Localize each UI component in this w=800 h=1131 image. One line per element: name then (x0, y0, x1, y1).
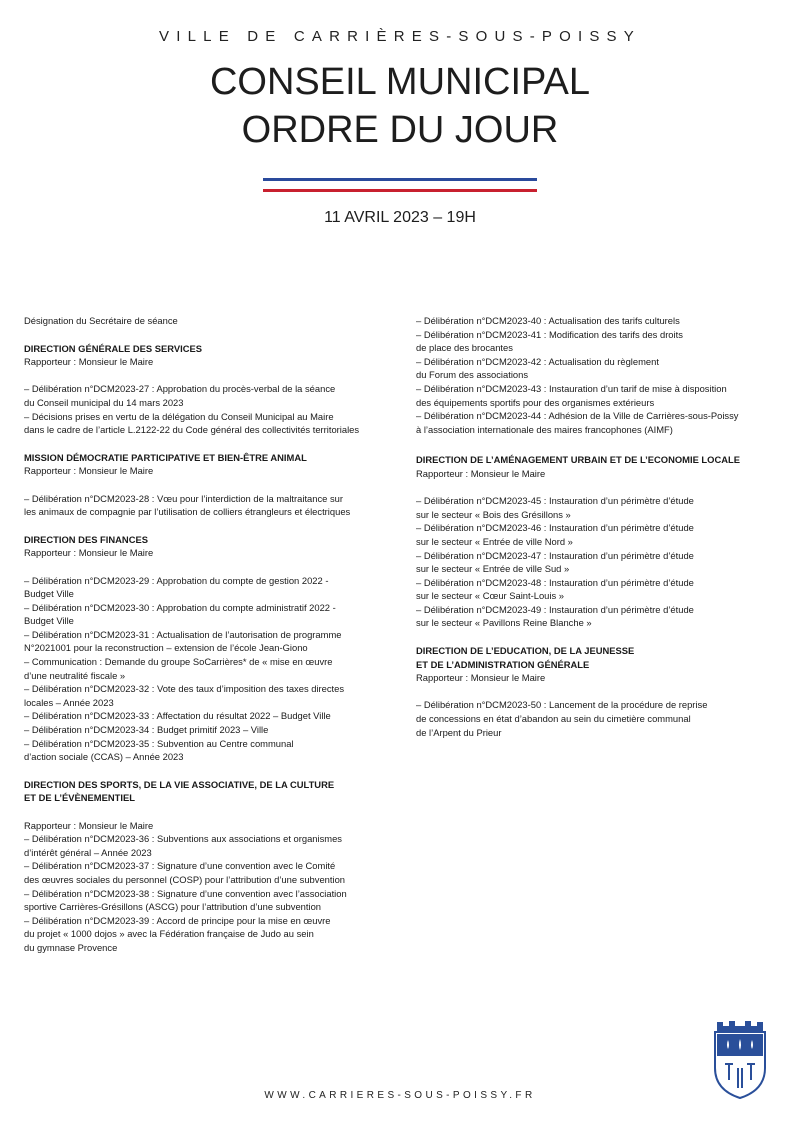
agenda-item: – Délibération n°DCM2023-49 : Instauration d’un périmètre d’étude (416, 603, 694, 615)
agenda-item: – Délibération n°DCM2023-29 : Approbation du compte de gestion 2022 - (24, 574, 329, 586)
agenda-item: Budget Ville (24, 615, 74, 627)
spacer (416, 481, 776, 495)
agenda-item: – Délibération n°DCM2023-30 : Approbation du compte administratif 2022 - (24, 601, 336, 613)
agenda-item: Rapporteur : Monsieur le Maire (24, 819, 154, 831)
agenda-item: de place des brocantes (416, 342, 513, 354)
rapporteur-line: Rapporteur : Monsieur le Maire (416, 672, 546, 684)
agenda-item: – Délibération n°DCM2023-47 : Instauration d’un périmètre d’étude (416, 549, 694, 561)
agenda-item: du projet « 1000 dojos » avec la Fédération française de Judo au sein (24, 928, 314, 940)
rapporteur-line: Rapporteur : Monsieur le Maire (416, 467, 546, 479)
agenda-item: du gymnase Provence (24, 941, 118, 953)
agenda-item: – Décisions prises en vertu de la délégation du Conseil Municipal au Maire (24, 410, 334, 422)
agenda-item: sur le secteur « Entrée de ville Nord » (416, 535, 573, 547)
agenda-item: à l’association internationale des maires francophones (AIMF) (416, 423, 673, 435)
agenda-item: sportive Carrières-Grésillons (ASCG) pour l’attribution d’une subvention (24, 901, 322, 913)
agenda-item: – Délibération n°DCM2023-43 : Instauration d’un tarif de mise à disposition (416, 382, 727, 394)
meeting-date: 11 AVRIL 2023 – 19H (324, 209, 476, 226)
agenda-item: des œuvres sociales du personnel (COSP) pour l’attribution d’une subvention (24, 873, 346, 885)
right-column (416, 314, 776, 739)
agenda-section (24, 533, 394, 764)
agenda-item: – Délibération n°DCM2023-34 : Budget primitif 2023 – Ville (24, 724, 269, 736)
agenda-item: sur le secteur « Bois des Grésillons » (416, 508, 571, 520)
page-title (0, 58, 800, 154)
spacer (416, 685, 776, 699)
agenda-item: de concessions en état d’abandon au sein du cimetière communal (416, 713, 691, 725)
agenda-item: sur le secteur « Cœur Saint-Louis » (416, 590, 564, 602)
agenda-item: – Délibération n°DCM2023-27 : Approbation du procès-verbal de la séance (24, 383, 336, 395)
agenda-item: du Conseil municipal du 14 mars 2023 (24, 396, 184, 408)
agenda-item: d’une neutralité fiscale » (24, 669, 126, 681)
spacer (24, 369, 394, 383)
rapporteur-line: Rapporteur : Monsieur le Maire (24, 547, 154, 559)
flag-red-bar (263, 189, 537, 192)
section-heading: DIRECTION DES FINANCES (24, 533, 148, 545)
agenda-item: sur le secteur « Pavillons Reine Blanche » (416, 617, 592, 629)
agenda-item: du Forum des associations (416, 369, 529, 381)
agenda-item: – Délibération n°DCM2023-31 : Actualisation de l’autorisation de programme (24, 628, 342, 640)
agenda-item: – Délibération n°DCM2023-37 : Signature d’une convention avec le Comité (24, 860, 336, 872)
agenda-item: d’action sociale (CCAS) – Année 2023 (24, 751, 184, 763)
agenda-item: les animaux de compagnie par l’utilisation de colliers étrangleurs et électriques (24, 506, 351, 518)
agenda-item: – Délibération n°DCM2023-33 : Affectation du résultat 2022 – Budget Ville (24, 710, 331, 722)
agenda-item: – Délibération n°DCM2023-28 : Vœu pour l’interdiction de la maltraitance sur (24, 492, 344, 504)
spacer (24, 805, 394, 819)
flag-blue-bar (263, 178, 537, 181)
section-heading: DIRECTION GÉNÉRALE DES SERVICES (24, 342, 202, 354)
rapporteur-line: Rapporteur : Monsieur le Maire (24, 465, 154, 477)
agenda-intro: Désignation du Secrétaire de séance (24, 315, 178, 326)
agenda-section (24, 451, 394, 519)
agenda-item: locales – Année 2023 (24, 696, 114, 708)
title-line-2: ORDRE DU JOUR (241, 109, 559, 151)
rapporteur-line: Rapporteur : Monsieur le Maire (24, 356, 154, 368)
agenda-item: – Délibération n°DCM2023-39 : Accord de principe pour la mise en œuvre (24, 914, 331, 926)
agenda-section (24, 342, 394, 437)
agenda-item: sur le secteur « Entrée de ville Sud » (416, 563, 570, 575)
agenda-item: – Délibération n°DCM2023-35 : Subvention au Centre communal (24, 737, 294, 749)
section-heading: ET DE L’ÉVÈNEMENTIEL (24, 792, 135, 804)
agenda-section (416, 644, 776, 739)
agenda-item: – Délibération n°DCM2023-38 : Signature d’une convention avec l’association (24, 887, 347, 899)
right-intro-list (416, 314, 776, 436)
agenda-item: dans le cadre de l’article L.2122-22 du Code général des collectivités territoriales (24, 424, 360, 436)
agenda-item: – Délibération n°DCM2023-42 : Actualisation du règlement (416, 355, 659, 367)
section-heading: DIRECTION DE L’EDUCATION, DE LA JEUNESSE (416, 645, 635, 657)
agenda-item: – Communication : Demande du groupe SoCarrières* de « mise en œuvre (24, 656, 333, 668)
section-heading: DIRECTION DES SPORTS, DE LA VIE ASSOCIATIVE, DE LA CULTURE (24, 778, 335, 790)
left-column (24, 314, 394, 955)
agenda-item: – Délibération n°DCM2023-46 : Instauration d’un périmètre d’étude (416, 522, 694, 534)
agenda-section (24, 778, 394, 955)
agenda-item: – Délibération n°DCM2023-36 : Subventions aux associations et organismes (24, 833, 342, 845)
agenda-item: – Délibération n°DCM2023-44 : Adhésion de la Ville de Carrières-sous-Poissy (416, 410, 739, 422)
agenda-item: – Délibération n°DCM2023-32 : Vote des taux d’imposition des taxes directes (24, 683, 345, 695)
agenda-section (416, 453, 776, 630)
agenda-item: N°2021001 pour la reconstruction – extension de l’école Jean-Giono (24, 642, 308, 654)
agenda-item: Budget Ville (24, 588, 74, 600)
title-line-1: CONSEIL MUNICIPAL (209, 61, 591, 103)
agenda-item: de l’Arpent du Prieur (416, 726, 502, 738)
website-url: WWW.CARRIERES-SOUS-POISSY.FR (264, 1090, 536, 1101)
section-heading: ET DE L’ADMINISTRATION GÉNÉRALE (416, 658, 590, 670)
agenda-item: des équipements sportifs pour des organismes extérieurs (416, 396, 655, 408)
agenda-item: – Délibération n°DCM2023-41 : Modification des tarifs des droits (416, 328, 683, 340)
section-heading: MISSION DÉMOCRATIE PARTICIPATIVE ET BIEN-ÊTRE ANIMAL (24, 451, 307, 463)
city-name: VILLE DE CARRIÈRES-SOUS-POISSY (159, 28, 641, 45)
agenda-item: – Délibération n°DCM2023-50 : Lancement de la procédure de reprise (416, 699, 708, 711)
agenda-item: – Délibération n°DCM2023-40 : Actualisation des tarifs culturels (416, 315, 680, 326)
spacer (24, 478, 394, 492)
spacer (24, 560, 394, 574)
agenda-item: – Délibération n°DCM2023-48 : Instauration d’un périmètre d’étude (416, 576, 694, 588)
agenda-item: – Délibération n°DCM2023-45 : Instauration d’un périmètre d’étude (416, 495, 694, 507)
city-coat-of-arms-icon (711, 1018, 769, 1100)
section-heading: DIRECTION DE L’AMÉNAGEMENT URBAIN ET DE L’ECONOMIE LOCALE (416, 454, 740, 466)
agenda-item: d’intérêt général – Année 2023 (24, 846, 152, 858)
